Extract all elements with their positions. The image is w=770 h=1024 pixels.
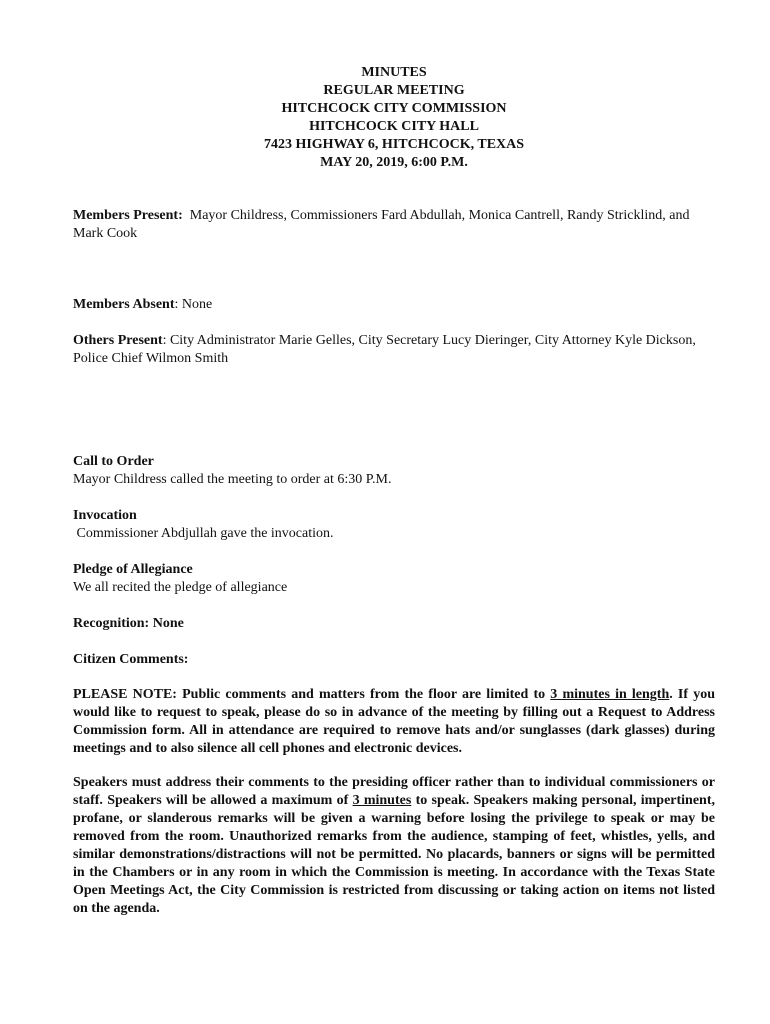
- invocation-heading: Invocation: [73, 508, 137, 523]
- pledge-text: We all recited the pledge of allegiance: [73, 580, 288, 595]
- recognition: Recognition: None: [73, 616, 184, 631]
- members-present-text: Mayor Childress, Commissioners Fard Abdullah, Monica Cantrell, Randy Stricklind, and Mark Cook: [73, 208, 690, 241]
- speakers-part2: to speak. Speakers making personal, impertinent, profane, or slanderous remarks will be given a warning before losing the privilege to speak or may be removed from the room. Unauthorized remarks from the audience, stamping of feet, whistles, yells, and similar demonstrations/distractions will not be permitted. No placards, banners or signs will be permitted in the Chambers or in any room in which the Commission is meeting. In accordance with the Texas State Open Meetings Act, the City Commission is restricted from discussing or taking action on items not listed on the agenda.: [73, 793, 716, 916]
- others-present: [73, 332, 715, 368]
- call-to-order-heading: Call to Order: [73, 454, 154, 469]
- members-absent-label: Members Absent: [73, 297, 175, 312]
- please-note-underlined: 3 minutes in length: [550, 687, 670, 702]
- members-present: [73, 207, 715, 243]
- members-absent: [73, 296, 715, 314]
- please-note-part2: . If you would like to request to speak, please do so in advance of the meeting by filling out a Request to Address Commission form. All in attendance are required to remove hats and/or sunglasses (dark glasses) during meetings and to also silence all cell phones and electronic devices.: [73, 687, 715, 756]
- speakers-underlined: 3 minutes: [352, 793, 412, 808]
- call-to-order: [73, 453, 715, 489]
- speakers-part1: Speakers must address their comments to the presiding officer rather than to individual commissioners or staff. Speakers will be allowed a maximum of: [73, 775, 715, 808]
- header-date: MAY 20, 2019, 6:00 P.M.: [320, 155, 468, 170]
- pledge-heading: Pledge of Allegiance: [73, 562, 193, 577]
- members-present-label: Members Present:: [73, 208, 183, 223]
- header-commission: HITCHCOCK CITY COMMISSION: [281, 101, 507, 116]
- please-note-part1: PLEASE NOTE: Public comments and matters from the floor are limited to: [73, 687, 551, 702]
- members-absent-text: : None: [174, 297, 213, 312]
- minutes-header: [0, 64, 770, 172]
- citizen-comments-heading: Citizen Comments:: [73, 652, 189, 667]
- header-meeting-type: REGULAR MEETING: [323, 83, 465, 98]
- header-address: 7423 HIGHWAY 6, HITCHCOCK, TEXAS: [263, 137, 525, 152]
- invocation: [73, 507, 715, 543]
- speakers-paragraph: [73, 774, 715, 918]
- header-location: HITCHCOCK CITY HALL: [309, 119, 479, 134]
- call-to-order-text: Mayor Childress called the meeting to order at 6:30 P.M.: [73, 472, 392, 487]
- invocation-text: Commissioner Abdjullah gave the invocation.: [73, 526, 334, 541]
- others-present-text: : City Administrator Marie Gelles, City Secretary Lucy Dieringer, City Attorney Kyle Dickson, Police Chief Wilmon Smith: [73, 333, 696, 366]
- pledge-of-allegiance: [73, 561, 715, 597]
- header-title: MINUTES: [361, 65, 427, 80]
- please-note-paragraph: [73, 686, 715, 758]
- others-present-label: Others Present: [73, 333, 163, 348]
